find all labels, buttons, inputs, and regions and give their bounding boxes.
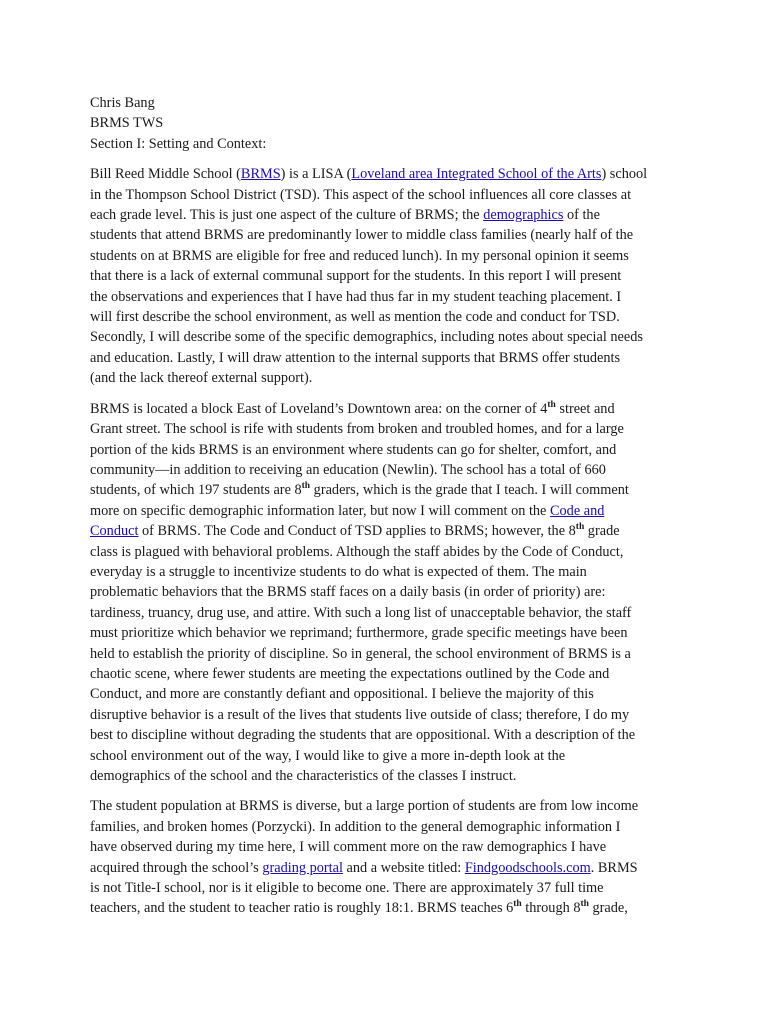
link-lisa[interactable]: Loveland area Integrated School of the Arts [351, 166, 602, 183]
superscript: th [513, 899, 522, 910]
text-line: best to discipline without degrading the students that are oppositional. With a description of the [90, 727, 636, 744]
document-header [90, 93, 698, 154]
text-line [90, 205, 698, 225]
text-line: have observed during my time here, I will comment more on the raw demographics I have [90, 839, 607, 856]
text-line: class is plagued with behavioral problems. Although the staff abides by the Code of Conduct, [90, 543, 624, 560]
text-span: graders, which is the grade that I teach. I will comment [310, 482, 629, 499]
paragraph-intro [90, 164, 698, 388]
text-line [90, 898, 698, 918]
paragraph-demographics [90, 796, 698, 918]
text-line: everyday is a struggle to incentivize students to do what is expected of them. The main [90, 563, 587, 580]
text-line: community—in addition to receiving an education (Newlin). The school has a total of 660 [90, 461, 606, 478]
text-line: (and the lack thereof external support). [90, 370, 313, 387]
text-span: through 8 [521, 900, 581, 917]
text-line: in the Thompson School District (TSD). This aspect of the school influences all core classes at [90, 186, 632, 203]
superscript: th [575, 522, 585, 533]
text-line: must prioritize which behavior we reprimand; furthermore, grade specific meetings have been [90, 625, 628, 642]
text-line: students on at BRMS are eligible for free and reduced lunch). In my personal opinion it seems [90, 247, 629, 264]
text-span: Bill Reed Middle School ( [90, 166, 241, 183]
paragraph-environment [90, 399, 698, 787]
text-span: acquired through the school’s [90, 859, 263, 876]
text-span: . BRMS [590, 859, 638, 876]
superscript: th [547, 399, 556, 410]
text-span: street and [555, 400, 615, 417]
text-line [90, 858, 698, 878]
text-span: of BRMS. The Code and Conduct of TSD applies to BRMS; however, the 8 [138, 523, 576, 540]
text-span: of the [563, 207, 600, 224]
text-span: ) is a LISA ( [280, 166, 352, 183]
text-line [90, 480, 698, 500]
text-line: Conduct, and more are constantly defiant and oppositional. I believe the majority of this [90, 686, 594, 703]
text-line: will first describe the school environment, as well as mention the code and conduct for TSD. [90, 309, 620, 326]
text-line: The student population at BRMS is diverse, but a large portion of students are from low income [90, 798, 639, 815]
text-span: each grade level. This is just one aspect of the culture of BRMS; the [90, 207, 484, 224]
text-span: more on specific demographic information later, but now I will comment on the [90, 502, 550, 519]
text-line: Secondly, I will describe some of the specific demographics, including notes about special needs [90, 329, 643, 346]
text-line: chaotic scene, where fewer students are meeting the expectations outlined by the Code and [90, 665, 610, 682]
text-line: families, and broken homes (Porzycki). In addition to the general demographic information I [90, 818, 621, 835]
text-line [90, 501, 698, 521]
superscript: th [301, 481, 311, 492]
text-span: ) school [601, 166, 648, 183]
text-line: school environment out of the way, I would like to give a more in-depth look at the [90, 747, 566, 764]
link-findgoodschools[interactable]: Findgoodschools.com [464, 859, 591, 876]
text-line: students that attend BRMS are predominantly lower to middle class families (nearly half of the [90, 227, 634, 244]
text-span: grade [584, 523, 620, 540]
link-brms[interactable]: BRMS [240, 166, 281, 183]
text-line [90, 521, 698, 541]
link-code-and-conduct-cont[interactable]: Conduct [90, 523, 139, 540]
text-line [90, 164, 698, 184]
text-line: disruptive behavior is a result of the lives that students live outside of class; therefore, I do my [90, 706, 630, 723]
text-line: tardiness, truancy, drug use, and attire. With such a long list of unacceptable behavior, the staff [90, 604, 632, 621]
author-name: Chris Bang [90, 95, 155, 111]
text-line [90, 399, 698, 419]
text-line: is not Title-I school, nor is it eligible to become one. There are approximately 37 full time [90, 880, 604, 897]
text-line: the observations and experiences that I have had thus far in my student teaching placement. I [90, 288, 622, 305]
text-span: grade, [588, 900, 628, 917]
text-span: students, of which 197 students are 8 [90, 482, 302, 499]
text-line: Grant street. The school is rife with students from broken and troubled homes, and for a large [90, 421, 624, 438]
text-line: held to establish the priority of discipline. So in general, the school environment of BRMS is a [90, 645, 631, 662]
text-line: demographics of the school and the characteristics of the classes I instruct. [90, 768, 517, 784]
link-grading-portal[interactable]: grading portal [262, 859, 343, 876]
text-span: BRMS is located a block East of Loveland’s Downtown area: on the corner of 4 [90, 400, 548, 417]
text-line: problematic behaviors that the BRMS staff faces on a daily basis (in order of priority) are: [90, 584, 606, 601]
text-line: portion of the kids BRMS is an environment where students can go for shelter, comfort, and [90, 441, 617, 458]
superscript: th [580, 899, 589, 910]
text-span: and a website titled: [342, 859, 465, 876]
course-title: BRMS TWS [90, 115, 164, 132]
link-code-and-conduct[interactable]: Code and [549, 502, 605, 519]
link-demographics[interactable]: demographics [483, 207, 564, 224]
text-span: teachers, and the student to teacher ratio is roughly 18:1. BRMS teaches 6 [90, 900, 514, 917]
section-heading: Section I: Setting and Context: [90, 135, 267, 152]
text-line: that there is a lack of external communal support for the students. In this report I will present [90, 268, 622, 285]
text-line: and education. Lastly, I will draw attention to the internal supports that BRMS offer students [90, 349, 621, 366]
